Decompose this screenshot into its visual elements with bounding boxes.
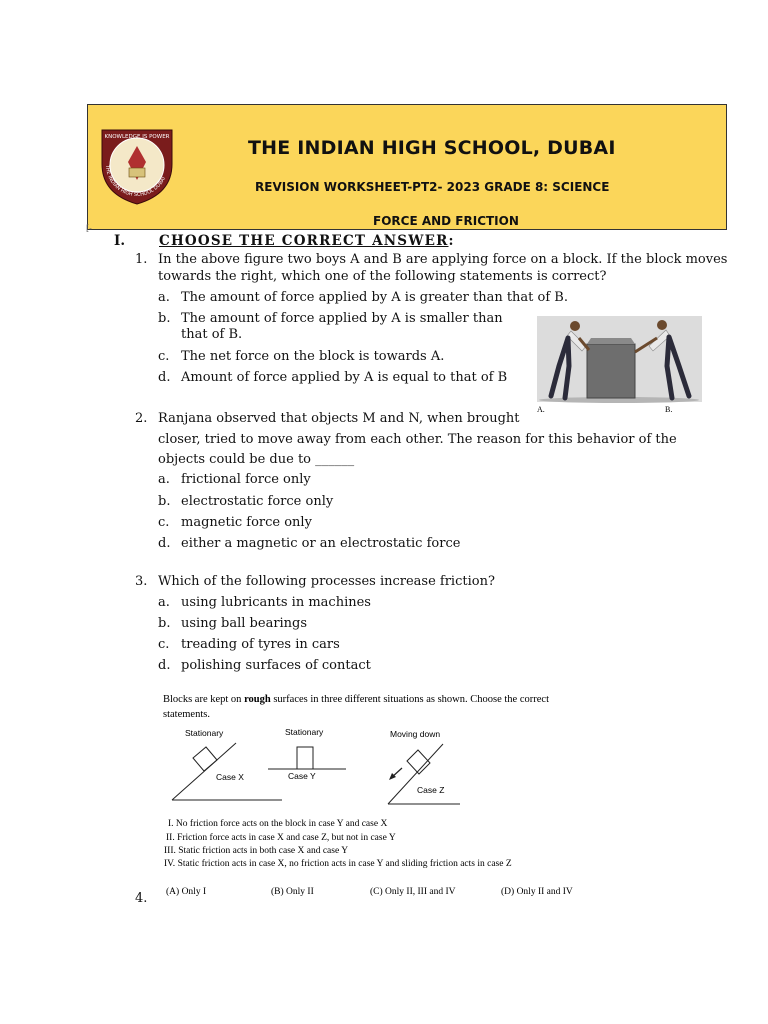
choice-c: (C) Only II, III and IV: [370, 887, 456, 897]
choice-a: (A) Only I: [166, 887, 207, 897]
statement-1: I. No friction force acts on the block in case Y and case X: [168, 819, 388, 829]
friction-cases-figure: [160, 688, 573, 897]
option-text: Amount of force applied by A is equal to that of B: [181, 370, 508, 385]
school-name: THE INDIAN HIGH SCHOOL, DUBAI: [248, 137, 616, 159]
section-number: I.: [114, 233, 126, 249]
option-letter: d.: [158, 536, 171, 551]
case-z-state: Moving down: [390, 729, 441, 739]
option-text: The net force on the block is towards A.: [181, 349, 445, 364]
figure-prompt-2: statements.: [163, 709, 210, 720]
question-text: Ranjana observed that objects M and N, when brought: [158, 411, 520, 426]
boys-pushing-block-figure: [537, 316, 702, 416]
option-text: electrostatic force only: [181, 494, 334, 509]
case-y-block: [297, 747, 313, 769]
case-x-label: Case X: [216, 772, 244, 782]
choice-b: (B) Only II: [271, 887, 314, 897]
choice-d: (D) Only II and IV: [501, 887, 573, 897]
option-text: using lubricants in machines: [181, 595, 371, 610]
option-letter: b.: [158, 311, 171, 326]
statement-2: II. Friction force acts in case X and case Z, but not in case Y: [166, 833, 396, 843]
question-text: closer, tried to move away from each other. The reason for this behavior of the: [158, 432, 677, 447]
worksheet-subtitle: REVISION WORKSHEET-PT2- 2023 GRADE 8: SCIENCE: [255, 180, 610, 194]
case-y-state: Stationary: [285, 727, 324, 737]
statement-4: IV. Static friction acts in case X, no friction acts in case Y and sliding friction acts in case Z: [164, 859, 512, 869]
logo-ring-text: THE INDIAN HIGH SCHOOL DUBAI: [103, 164, 168, 199]
option-text: polishing surfaces of contact: [181, 658, 371, 673]
option-text: magnetic force only: [181, 515, 312, 530]
option-letter: a.: [158, 290, 170, 305]
section-title: CHOOSE THE CORRECT ANSWER:: [159, 233, 455, 249]
option-letter: b.: [158, 494, 171, 509]
question-number: 4.: [135, 891, 148, 906]
margin-mark: [-: [86, 224, 92, 233]
case-x-state: Stationary: [185, 728, 224, 738]
option-letter: c.: [158, 515, 170, 530]
option-letter: c.: [158, 637, 170, 652]
logo-motto: KNOWLEDGE IS POWER: [104, 134, 170, 140]
option-text: The amount of force applied by A is greater than that of B.: [181, 290, 568, 305]
question-text: objects could be due to ______: [158, 452, 355, 467]
question-text: Which of the following processes increase friction?: [158, 574, 495, 589]
question-number: 2.: [135, 411, 148, 426]
case-y-label: Case Y: [288, 771, 316, 781]
question-number: 1.: [135, 252, 148, 267]
question-number: 3.: [135, 574, 148, 589]
option-letter: c.: [158, 349, 170, 364]
option-letter: d.: [158, 658, 171, 673]
statement-3: III. Static friction acts in both case X and case Y: [164, 846, 349, 856]
case-x-block: [193, 747, 217, 771]
option-text: frictional force only: [181, 472, 311, 487]
option-letter: d.: [158, 370, 171, 385]
question-text: towards the right, which one of the following statements is correct?: [158, 269, 607, 284]
boy-a-figure: [570, 321, 580, 331]
question-text: In the above figure two boys A and B are applying force on a block. If the block moves: [158, 252, 728, 267]
option-text: that of B.: [181, 327, 243, 342]
label-a: A.: [537, 405, 545, 414]
option-text: treading of tyres in cars: [181, 637, 340, 652]
header-banner: [87, 104, 727, 230]
case-z-label: Case Z: [417, 785, 445, 795]
worksheet-topic: FORCE AND FRICTION: [373, 214, 519, 228]
option-text: The amount of force applied by A is smaller than: [181, 311, 503, 326]
option-letter: b.: [158, 616, 171, 631]
option-letter: a.: [158, 595, 170, 610]
option-text: using ball bearings: [181, 616, 308, 631]
school-logo: [96, 124, 178, 206]
boy-b-figure: [657, 320, 667, 330]
figure-prompt: Blocks are kept on rough surfaces in three different situations as shown. Choose the correct: [163, 694, 549, 705]
option-letter: a.: [158, 472, 170, 487]
option-text: either a magnetic or an electrostatic force: [181, 536, 461, 551]
label-b: B.: [665, 405, 673, 414]
